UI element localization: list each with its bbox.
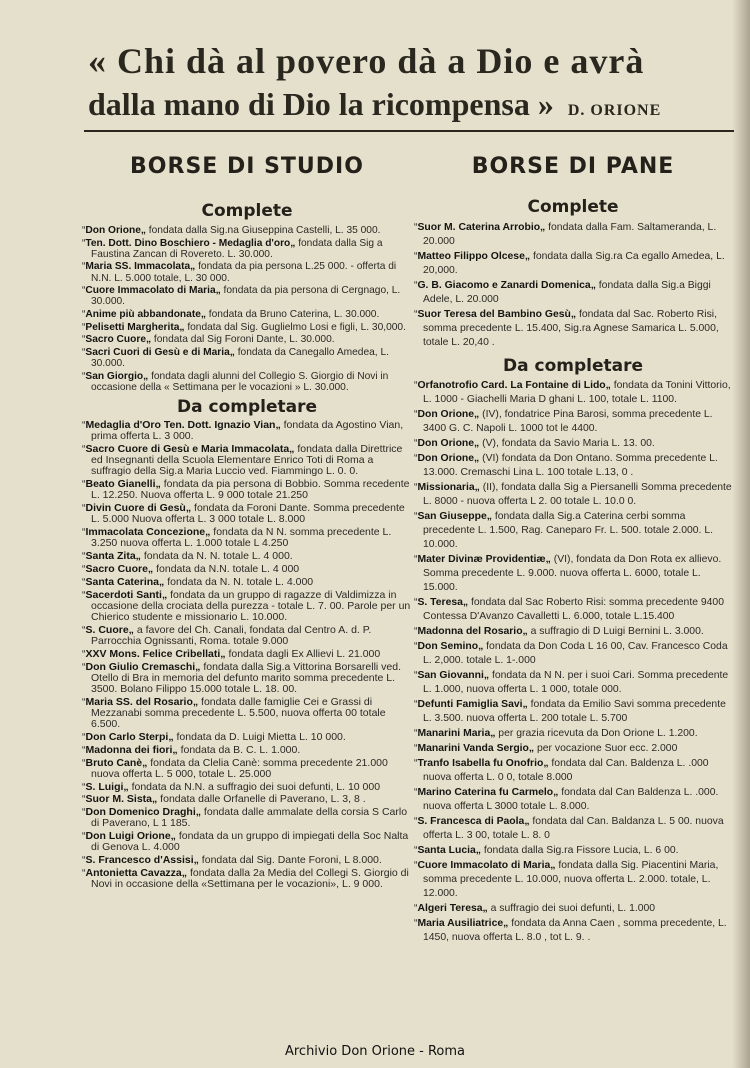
entry-name: S. Francesco d'Assisi„: [85, 854, 199, 867]
entry-text: fondata da N.N. totale L. 4 000: [153, 563, 300, 576]
entry-name: Don Giulio Cremaschi„: [85, 660, 201, 673]
entry-name: San Giovanni„: [417, 670, 490, 681]
entry-text: fondata dal Can. Baldanza L. 5 00. nuova offerta L. 3 00, totale L. 8. 0: [423, 816, 724, 841]
donation-entry: “S. Francesca di Paola„ fondata dal Can. Baldanza L. 5 00. nuova offerta L. 3 00, totale L. 8. 0: [414, 816, 724, 841]
entry-text: fondata da un gruppo di ragazze di Valdimizza in occasione della crociata della purezza - totale L. 7. 00. Parole per un Chierico studente e missionario L. 10.000.: [91, 588, 411, 624]
entry-text: fondata da Foroni Dante. Somma precedente L. 5.000 Nuova offerta L. 3 000 totale L. 8.000: [91, 502, 405, 526]
entry-text: fondata dalla Sig.a Caterina cerbi somma precedente L. 1.500, Rag. Caneparo Fr. L. 500. totale 2.000. L. 10.000.: [423, 511, 713, 550]
entry-name: Orfanotrofio Card. La Fontaine di Lido„: [417, 380, 611, 391]
entry-name: Algeri Teresa„: [417, 903, 488, 914]
entry-text: fondata da pia persona L.25 000. - offerta di N.N. L. 5.000 totale, L. 30 000.: [91, 261, 397, 284]
donation-entry: “Missionaria„ (II), fondata dalla Sig a Piersanelli Somma precedente L. 8000 - nuova offerta L 2. 00 totale L. 10.0 0.: [414, 482, 732, 507]
entry-text: fondata da Emilio Savi somma precedente L. 3.500. nuova offerta L. 200 totale L. 5.700: [423, 699, 726, 724]
entry-text: fondata dalla Sig.ra Fissore Lucia, L. 6 00.: [481, 845, 679, 856]
entry-name: S. Teresa„: [417, 597, 469, 608]
entry-text: fondata dal Can. Baldenza L. .000 nuova offerta L. 0 0, totale 8.000: [423, 758, 709, 783]
donation-entry: “Maria Ausiliatrice„ fondata da Anna Caen , somma precedente, L. 1450, nuova offerta L. 8.0 , tot L. 9. .: [414, 918, 727, 943]
donation-entry: “Anime più abbandonate„ fondata da Bruno Caterina, L. 30.000.: [82, 309, 380, 321]
entry-text: (VI), fondata da Don Rota ex allievo. Somma precedente L. 9.000. nuova offerta L. 6000, totale L. 15.000.: [423, 554, 722, 593]
quote-signature: D. ORIONE: [567, 102, 662, 119]
entry-text: fondata da N.N. a suffragio dei suoi defunti, L. 10 000: [128, 780, 381, 793]
entry-text: a suffragio di D Luigi Bernini L. 3.000.: [527, 626, 704, 637]
entry-name: Don Orione„: [417, 438, 480, 449]
donation-entry: “S. Francesco d'Assisi„ fondata dal Sig. Dante Foroni, L 8.000.: [82, 854, 382, 867]
entry-name: Immacolata Concezione„: [85, 526, 211, 539]
section-title-borse-di-pane: BORSE DI PANE: [471, 154, 675, 179]
entry-text: fondata dalla Sig.a Biggi Adele, L. 20.000: [423, 280, 711, 305]
entry-name: Manarini Vanda Sergio„: [417, 743, 535, 754]
quote-line-2: [88, 86, 738, 123]
entry-name: Tranfo Isabella fu Onofrio„: [417, 758, 549, 769]
donation-entry: “Antonietta Cavazza„ fondata dalla 2a Media del Collegi S. Giorgio di Novi in occasione della «Settimana per le vocazioni», L. 9 000.: [82, 867, 409, 891]
entry-text: fondata dal Sac. Roberto Risi, somma precedente L. 15.400, Sig.ra Agnese Samarica L. 5.000, totale L. 20,40 .: [423, 309, 719, 348]
entry-text: fondata dalle Orfanelle di Paverano, L. 3, 8 .: [157, 793, 366, 806]
donation-entry: “Pelisetti Margherita„ fondata dal Sig. Guglielmo Losi e figli, L. 30,000.: [82, 321, 406, 333]
entry-text: fondata dalle famiglie Cei e Grassi di Mezzanabi somma precedente L. 5.500, nuova offerta 00 totale 6.500.: [91, 695, 386, 731]
entry-text: a favore del Ch. Canali, fondata dal Centro A. d. P. Parrocchia Ognissanti, Roma. totale 9.000: [91, 623, 372, 648]
donation-entry: “Orfanotrofio Card. La Fontaine di Lido„ fondata da Tonini Vittorio, L. 1000 - Giachelli Maria D ghani L. 100, totale L. 1100.: [414, 380, 731, 405]
donation-entry: “Santa Lucia„ fondata dalla Sig.ra Fissore Lucia, L. 6 00.: [414, 845, 679, 856]
donation-entry: “Algeri Teresa„ a suffragio dei suoi defunti, L. 1.000: [414, 903, 656, 914]
donation-entry: “Sacro Cuore di Gesù e Maria Immacolata„ fondata dalla Direttrice ed Insegnanti della Scuola Elementare Enrico Toti di Roma a suffragio della Sig.a Maria Luccio ved. Fiammingo L. 0. 0.: [82, 443, 403, 478]
entry-text: fondata dal Can Baldenza L. .000. nuova offerta L 3000 totale L. 8.000.: [423, 787, 719, 812]
entry-text: fondata dalla Sig.na Giuseppina Castelli, L. 35 000.: [145, 225, 381, 236]
donation-entry: “Mater Divinæ Providentiæ„ (VI), fondata da Don Rota ex allievo. Somma precedente L. 9.000. nuova offerta L. 6000, totale L. 15.000.: [414, 554, 722, 593]
studio-incomplete-list: [82, 420, 412, 890]
entry-name: Don Domenico Draghi„: [85, 806, 202, 819]
entry-name: Sacro Cuore„: [85, 334, 152, 346]
donation-entry: “Maria SS. Immacolata„ fondata da pia persona L.25 000. - offerta di N.N. L. 5.000 totale, L. 30 000.: [82, 261, 397, 284]
entry-text: fondata da D. Luigi Mietta L. 10 000.: [173, 731, 346, 744]
donation-entry: “Medaglia d'Oro Ten. Dott. Ignazio Vian„ fondata da Agostino Vian, prima offerta L. 3 000.: [82, 419, 404, 443]
donation-entry: “Santa Caterina„ fondata da N. N. totale L. 4.000: [82, 575, 314, 588]
donation-entry: “Maria SS. del Rosario„ fondata dalle famiglie Cei e Grassi di Mezzanabi somma precedente L. 5.500, nuova offerta 00 totale 6.500.: [82, 695, 386, 731]
borse-di-pane-column: [414, 150, 732, 946]
entry-text: fondata da Tonini Vittorio, L. 1000 - Giachelli Maria D ghani L. 100, totale L. 1100.: [423, 380, 731, 405]
entry-text: (IV), fondatrice Pina Barosi, somma precedente L. 3400 G. C. Napoli L. 1000 tot le 4400.: [423, 409, 713, 434]
quote-line-2-text: dalla mano di Dio la ricompensa »: [88, 86, 554, 122]
entry-name: Santa Zita„: [85, 550, 141, 563]
entry-text: fondata da N. N. totale L. 4 000.: [140, 550, 293, 563]
entry-name: Cuore Immacolato di Maria„: [85, 285, 221, 297]
donation-entry: “Don Carlo Sterpi„ fondata da D. Luigi Mietta L. 10 000.: [82, 731, 346, 744]
donation-entry: “Don Domenico Draghi„ fondata dalle ammalate della corsia S Carlo di Paverano, L 1 185.: [82, 806, 408, 830]
page-edge-shadow: [732, 0, 750, 1068]
subtitle-complete-pane: Complete: [527, 197, 619, 217]
entry-name: Bruto Canè„: [85, 756, 148, 769]
entry-text: fondata da pia persona di Bobbio. Somma recedente L. 12.250. Nuova offerta L. 9 000 totale 21.250: [91, 478, 410, 502]
donation-entry: “Suor M. Caterina Arrobio„ fondata dalla Fam. Saltameranda, L. 20.000: [414, 222, 717, 247]
donation-entry: “San Giovanni„ fondata da N N. per i suoi Cari. Somma precedente L. 1.000, nuova offerta L. 1 000, totale 000.: [414, 670, 729, 695]
entry-name: Don Orione„: [417, 409, 480, 420]
entry-name: G. B. Giacomo e Zanardi Domenica„: [417, 280, 596, 291]
entry-text: fondata dalla 2a Media del Collegi S. Giorgio di Novi in occasione della «Settimana per le vocazioni», L. 9 000.: [91, 867, 409, 891]
entry-name: Cuore Immacolato di Maria„: [417, 860, 556, 871]
entry-text: fondata da Don Coda L 16 00, Cav. Francesco Coda L. 2,000. totale L. 1-.000: [423, 641, 728, 666]
entry-name: Sacerdoti Santi„: [85, 588, 168, 601]
entry-text: fondata da pia persona di Cergnago, L. 30.000.: [91, 285, 401, 308]
entry-text: fondata dagli Ex Allievi L. 21.000: [225, 647, 381, 660]
donation-entry: “San Giorgio„ fondata dagli alunni del Collegio S. Giorgio di Novi in occasione della « Settimana per le vocazioni » L. 30.000.: [82, 370, 389, 393]
entry-text: fondata dal Sig Foroni Dante, L. 30.000.: [151, 334, 335, 346]
entry-name: Mater Divinæ Providentiæ„: [417, 554, 551, 565]
entry-name: Medaglia d'Oro Ten. Dott. Ignazio Vian„: [85, 419, 281, 432]
donation-entry: “Ten. Dott. Dino Boschiero - Medaglia d'oro„ fondata dalla Sig a Faustina Zancan di Rovereto. L. 30.000.: [82, 237, 383, 260]
entry-text: per vocazione Suor ecc. 2.000: [534, 743, 678, 754]
donation-entry: “Suor M. Sista„ fondata dalle Orfanelle di Paverano, L. 3, 8 .: [82, 793, 366, 806]
donation-entry: “Matteo Filippo Olcese„ fondata dalla Sig.ra Ca egallo Amedea, L. 20,000.: [414, 251, 725, 276]
entry-name: Antonietta Cavazza„: [85, 867, 188, 880]
donation-entry: “Divin Cuore di Gesù„ fondata da Foroni Dante. Somma precedente L. 5.000 Nuova offerta L. 3 000 totale L. 8.000: [82, 502, 405, 526]
subtitle-da-completare: Da completare: [176, 397, 317, 418]
entry-name: Beato Gianelli„: [85, 478, 161, 491]
entry-text: fondata da un gruppo di impiegati della Soc Nalta di Genova L. 4.000: [91, 830, 409, 854]
entry-name: Divin Cuore di Gesù„: [85, 502, 192, 515]
donation-entry: “Santa Zita„ fondata da N. N. totale L. 4 000.: [82, 550, 293, 563]
entry-name: Don Orione„: [85, 225, 146, 236]
entry-text: fondata da Agostino Vian, prima offerta L. 3 000.: [91, 419, 404, 443]
pane-complete-list: [414, 221, 732, 350]
entry-name: Madonna del Rosario„: [417, 626, 528, 637]
entry-name: Santa Lucia„: [417, 845, 481, 856]
header-rule: [84, 130, 734, 132]
entry-name: Maria SS. del Rosario„: [85, 695, 199, 708]
donation-entry: “S. Teresa„ fondata dal Sac Roberto Risi: somma precedente 9400 Contessa D'Avanzo Cavalletti L. 6.000, totale L.15.400: [414, 597, 724, 622]
donation-entry: “Cuore Immacolato di Maria„ fondata dalla Sig. Piacentini Maria, somma precedente L. 10.000, nuova offerta L. 2.000. totale, L. 12.000.: [414, 860, 719, 899]
entry-text: fondata da Clelia Canè: somma precedente 21.000 nuova offerta L. 5 000, totale L. 25.000: [91, 756, 388, 780]
subtitle-complete: Complete: [201, 201, 293, 221]
entry-name: Suor M. Caterina Arrobio„: [417, 222, 546, 233]
entry-text: fondata dalla Fam. Saltameranda, L. 20.000: [423, 222, 717, 247]
donation-entry: “S. Cuore„ a favore del Ch. Canali, fondata dal Centro A. d. P. Parrocchia Ognissanti, Roma. totale 9.000: [82, 623, 372, 648]
entry-name: Sacro Cuore„: [85, 563, 154, 576]
entry-text: a suffragio dei suoi defunti, L. 1.000: [487, 903, 656, 914]
entry-text: fondata dal Sig. Guglielmo Losi e figli, L. 30,000.: [184, 321, 406, 333]
entry-name: Pelisetti Margherita„: [85, 321, 185, 333]
donation-entry: “G. B. Giacomo e Zanardi Domenica„ fondata dalla Sig.a Biggi Adele, L. 20.000: [414, 280, 711, 305]
entry-name: XXV Mons. Felice Cribellati„: [85, 647, 226, 660]
entry-name: San Giuseppe„: [417, 511, 492, 522]
entry-text: fondata da Anna Caen , somma precedente, L. 1450, nuova offerta L. 8.0 , tot L. 9. .: [423, 918, 727, 943]
archive-footer: Archivio Don Orione - Roma: [284, 1044, 466, 1059]
entry-name: Maria SS. Immacolata„: [85, 261, 196, 273]
entry-text: fondata dalla Sig. Piacentini Maria, somma precedente L. 10.000, nuova offerta L. 2.000. totale, L. 12.000.: [423, 860, 719, 899]
entry-text: fondata dalla Sig.a Vittorina Borsarelli ved. Otello di Bra in memoria del defunto marito somma precedente L. 3500. Bolano Filippo 15.000 totale L. 18. 00.: [91, 660, 402, 696]
entry-text: per grazia ricevuta da Don Orione L. 1.200.: [495, 728, 698, 739]
entry-name: Matteo Filippo Olcese„: [417, 251, 531, 262]
entry-text: fondata dalla Sig a Faustina Zancan di Rovereto. L. 30.000.: [91, 237, 383, 260]
donation-entry: “Don Luigi Orione„ fondata da un gruppo di impiegati della Soc Nalta di Genova L. 4.000: [82, 830, 409, 854]
entry-text: (VI) fondata da Don Ontano. Somma precedente L. 13.000. Cremaschi Lina L. 100 totale L.13, 0 .: [423, 453, 718, 478]
donation-entry: “Sacri Cuori di Gesù e di Maria„ fondata da Canegallo Amedea, L. 30.000.: [82, 347, 389, 370]
donation-entry: “Don Giulio Cremaschi„ fondata dalla Sig.a Vittorina Borsarelli ved. Otello di Bra in memoria del defunto marito somma precedente L. 3500. Bolano Filippo 15.000 totale L. 18. 00.: [82, 660, 402, 696]
donation-entry: “Tranfo Isabella fu Onofrio„ fondata dal Can. Baldenza L. .000 nuova offerta L. 0 0, totale 8.000: [414, 758, 709, 783]
donation-entry: “Madonna dei fiori„ fondata da B. C. L. 1.000.: [82, 743, 301, 756]
donation-entry: “Sacro Cuore„ fondata da N.N. totale L. 4 000: [82, 563, 300, 576]
donation-entry: “Don Orione„ (VI) fondata da Don Ontano. Somma precedente L. 13.000. Cremaschi Lina L. 100 totale L.13, 0 .: [414, 453, 718, 478]
entry-name: Don Orione„: [417, 453, 480, 464]
donation-entry: “S. Luigi„ fondata da N.N. a suffragio dei suoi defunti, L. 10 000: [82, 780, 381, 793]
donation-entry: “XXV Mons. Felice Cribellati„ fondata dagli Ex Allievi L. 21.000: [82, 647, 381, 660]
pane-incomplete-list: [414, 379, 732, 945]
donation-entry: “Sacerdoti Santi„ fondata da un gruppo di ragazze di Valdimizza in occasione della crociata della purezza - totale L. 7. 00. Parole per un Chierico studente e missionario L. 10.000.: [82, 588, 411, 624]
entry-text: fondata da Bruno Caterina, L. 30.000.: [205, 309, 380, 321]
entry-text: fondata dalla Direttrice ed Insegnanti della Scuola Elementare Enrico Toti di Roma a suffragio della Sig.a Maria Luccio ved. Fiammingo L. 0. 0.: [91, 443, 403, 478]
donation-entry: “Don Orione„ (V), fondata da Savio Maria L. 13. 00.: [414, 438, 655, 449]
donation-entry: “Don Orione„ (IV), fondatrice Pina Barosi, somma precedente L. 3400 G. C. Napoli L. 1000 tot le 4400.: [414, 409, 713, 434]
donation-entry: “Bruto Canè„ fondata da Clelia Canè: somma precedente 21.000 nuova offerta L. 5 000, totale L. 25.000: [82, 756, 388, 780]
donation-entry: “Manarini Vanda Sergio„ per vocazione Suor ecc. 2.000: [414, 743, 678, 754]
entry-name: Santa Caterina„: [85, 575, 165, 588]
subtitle-da-completare-pane: Da completare: [502, 356, 643, 376]
borse-di-studio-column: [82, 150, 412, 892]
entry-name: Suor Teresa del Bambino Gesù„: [417, 309, 577, 320]
entry-name: S. Francesca di Paola„: [417, 816, 530, 827]
entry-name: Don Luigi Orione„: [85, 830, 176, 843]
donation-entry: “Manarini Maria„ per grazia ricevuta da Don Orione L. 1.200.: [414, 728, 698, 739]
entry-name: Sacro Cuore di Gesù e Maria Immacolata„: [85, 443, 295, 456]
entry-name: Madonna dei fiori„: [85, 743, 178, 756]
donation-entry: “Beato Gianelli„ fondata da pia persona di Bobbio. Somma recedente L. 12.250. Nuova offerta L. 9 000 totale 21.250: [82, 478, 410, 502]
donation-entry: “Immacolata Concezione„ fondata da N N. somma precedente L. 3.250 nuova offerta L. 1.000 totale L 4.250: [82, 526, 392, 550]
entry-text: fondata da N. N. totale L. 4.000: [164, 575, 314, 588]
studio-complete-list: [82, 225, 412, 393]
donation-entry: “San Giuseppe„ fondata dalla Sig.a Caterina cerbi somma precedente L. 1.500, Rag. Caneparo Fr. L. 500. totale 2.000. L. 10.000.: [414, 511, 713, 550]
entry-text: fondata dal Sac Roberto Risi: somma precedente 9400 Contessa D'Avanzo Cavalletti L. 6.000, totale L.15.400: [423, 597, 724, 622]
donation-entry: “Cuore Immacolato di Maria„ fondata da pia persona di Cergnago, L. 30.000.: [82, 285, 401, 308]
entry-text: fondata da N N. somma precedente L. 3.250 nuova offerta L. 1.000 totale L 4.250: [91, 526, 392, 550]
entry-text: fondata dal Sig. Dante Foroni, L 8.000.: [198, 854, 382, 867]
entry-name: San Giorgio„: [85, 370, 149, 382]
donation-entry: “Don Semino„ fondata da Don Coda L 16 00, Cav. Francesco Coda L. 2,000. totale L. 1-.000: [414, 641, 728, 666]
entry-text: fondata da N N. per i suoi Cari. Somma precedente L. 1.000, nuova offerta L. 1 000, totale 000.: [423, 670, 729, 695]
donation-entry: “Don Orione„ fondata dalla Sig.na Giuseppina Castelli, L. 35 000.: [82, 225, 381, 236]
entry-text: (V), fondata da Savio Maria L. 13. 00.: [479, 438, 655, 449]
entry-name: Missionaria„: [417, 482, 480, 493]
entry-name: Suor M. Sista„: [85, 793, 158, 806]
entry-name: S. Luigi„: [85, 780, 129, 793]
entry-text: fondata dagli alunni del Collegio S. Giorgio di Novi in occasione della « Settimana per le vocazioni » L. 30.000.: [91, 370, 389, 393]
entry-name: Don Semino„: [417, 641, 484, 652]
donation-entry: “Sacro Cuore„ fondata dal Sig Foroni Dante, L. 30.000.: [82, 334, 335, 346]
entry-name: Defunti Famiglia Savi„: [417, 699, 528, 710]
entry-text: (II), fondata dalla Sig a Piersanelli Somma precedente L. 8000 - nuova offerta L 2. 00 totale L. 10.0 0.: [423, 482, 732, 507]
entry-text: fondata da Canegallo Amedea, L. 30.000.: [91, 347, 389, 370]
donation-entry: “Suor Teresa del Bambino Gesù„ fondata dal Sac. Roberto Risi, somma precedente L. 15.400, Sig.ra Agnese Samarica L. 5.000, totale L. 20,40 .: [414, 309, 719, 348]
entry-text: fondata dalla Sig.ra Ca egallo Amedea, L. 20,000.: [423, 251, 725, 276]
entry-name: Manarini Maria„: [417, 728, 496, 739]
entry-name: Sacri Cuori di Gesù e di Maria„: [85, 347, 235, 359]
entry-text: fondata dalle ammalate della corsia S Carlo di Paverano, L 1 185.: [91, 806, 408, 830]
donation-entry: “Defunti Famiglia Savi„ fondata da Emilio Savi somma precedente L. 3.500. nuova offerta L. 200 totale L. 5.700: [414, 699, 726, 724]
entry-name: Marino Caterina fu Carmelo„: [417, 787, 559, 798]
section-title-borse-di-studio: BORSE DI STUDIO: [130, 154, 364, 179]
donation-entry: “Madonna del Rosario„ a suffragio di D Luigi Bernini L. 3.000.: [414, 626, 704, 637]
entry-name: Maria Ausiliatrice„: [417, 918, 509, 929]
quote-line-1: « Chi dà al povero dà a Dio e avrà: [88, 41, 645, 81]
entry-name: S. Cuore„: [85, 623, 134, 636]
entry-text: fondata da B. C. L. 1.000.: [177, 743, 301, 756]
donation-entry: “Marino Caterina fu Carmelo„ fondata dal Can Baldenza L. .000. nuova offerta L 3000 totale L. 8.000.: [414, 787, 719, 812]
entry-name: Don Carlo Sterpi„: [85, 731, 174, 744]
entry-name: Ten. Dott. Dino Boschiero - Medaglia d'oro„: [85, 237, 296, 249]
entry-name: Anime più abbandonate„: [85, 309, 206, 321]
